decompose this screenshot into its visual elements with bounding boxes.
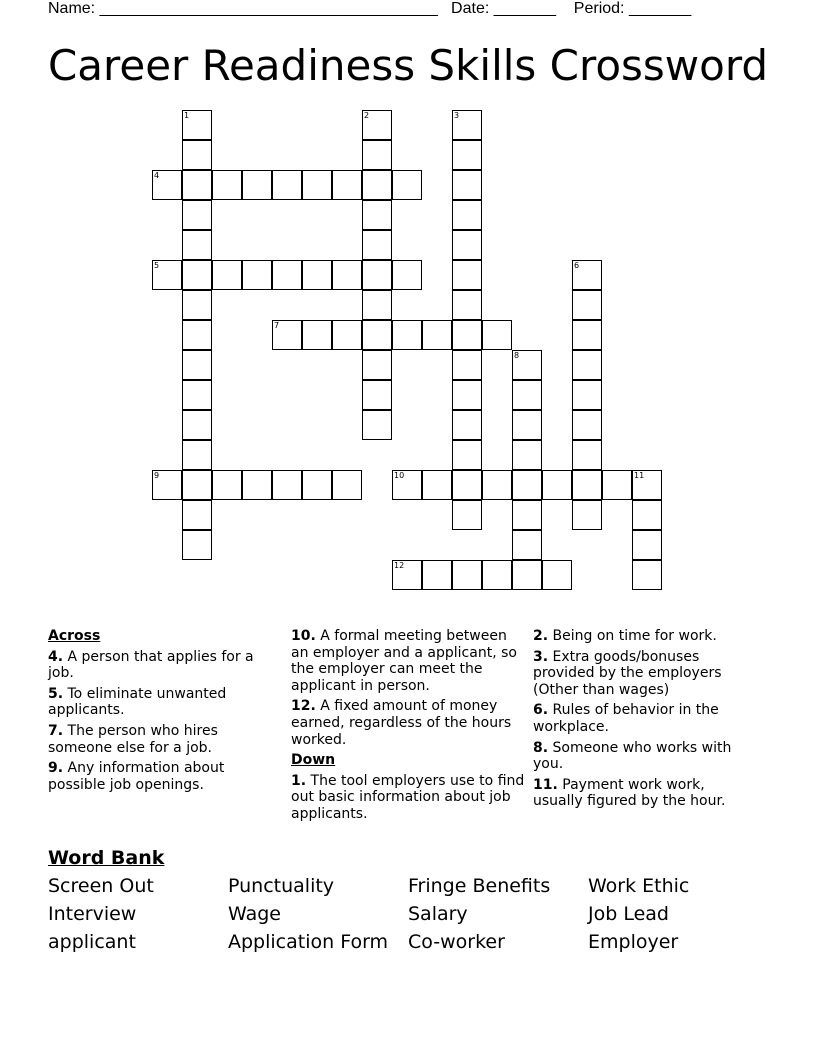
- crossword-cell[interactable]: [362, 110, 392, 140]
- clue-text: The person who hires someone else for a job.: [48, 722, 218, 756]
- word-bank-item: Job Lead: [588, 903, 669, 925]
- crossword-cell[interactable]: [182, 320, 212, 350]
- clue-number: 5.: [48, 685, 64, 702]
- clue-text: Rules of behavior in the workplace.: [533, 702, 719, 735]
- clue-down-2: [533, 628, 753, 645]
- crossword-cell[interactable]: [362, 170, 392, 200]
- crossword-cell[interactable]: [362, 320, 392, 350]
- crossword-cell[interactable]: [182, 290, 212, 320]
- crossword-cell[interactable]: [422, 560, 452, 590]
- crossword-cell[interactable]: [452, 110, 482, 140]
- crossword-cell[interactable]: [362, 200, 392, 230]
- crossword-cell[interactable]: [242, 260, 272, 290]
- crossword-cell[interactable]: [452, 470, 482, 500]
- crossword-cell[interactable]: [272, 320, 302, 350]
- crossword-cell[interactable]: [452, 380, 482, 410]
- clue-text: To eliminate unwanted applicants.: [48, 685, 227, 719]
- crossword-cell[interactable]: [512, 410, 542, 440]
- crossword-cell[interactable]: [452, 290, 482, 320]
- crossword-cell[interactable]: [452, 410, 482, 440]
- clue-number-label: 5: [154, 261, 160, 270]
- clue-text: A person that applies for a job.: [48, 648, 254, 682]
- crossword-cell[interactable]: [512, 560, 542, 590]
- clue-number-label: 11: [634, 471, 645, 480]
- clue-number-label: 10: [394, 471, 405, 480]
- clue-down-3: [533, 649, 753, 699]
- crossword-cell[interactable]: [392, 470, 422, 500]
- clue-number: 11.: [533, 776, 558, 793]
- across-heading: Across: [48, 628, 101, 644]
- crossword-cell[interactable]: [512, 470, 542, 500]
- clue-text: Someone who works with you.: [533, 739, 732, 773]
- crossword-cell[interactable]: [362, 140, 392, 170]
- clue-number: 12.: [291, 698, 316, 715]
- clues-column-2: [291, 628, 526, 827]
- crossword-cell[interactable]: [452, 260, 482, 290]
- crossword-cell[interactable]: [272, 260, 302, 290]
- crossword-cell[interactable]: [512, 530, 542, 560]
- clue-across-12: [291, 698, 526, 748]
- crossword-cell[interactable]: [572, 380, 602, 410]
- clue-across-4: [48, 649, 273, 682]
- crossword-cell[interactable]: [242, 170, 272, 200]
- crossword-cell[interactable]: [632, 560, 662, 590]
- word-bank-item: Employer: [588, 931, 679, 953]
- crossword-cell[interactable]: [182, 260, 212, 290]
- clue-text: Extra goods/bonuses provided by the employers (Other than wages): [533, 648, 722, 698]
- clue-number-label: 1: [184, 111, 190, 120]
- clue-number: 2.: [533, 628, 549, 644]
- crossword-cell[interactable]: [272, 170, 302, 200]
- clue-number-label: 7: [274, 321, 280, 330]
- crossword-cell[interactable]: [512, 500, 542, 530]
- crossword-cell[interactable]: [332, 170, 362, 200]
- down-heading: Down: [291, 752, 336, 769]
- clue-number-label: 6: [574, 261, 580, 270]
- crossword-cell[interactable]: [212, 170, 242, 200]
- crossword-cell[interactable]: [182, 140, 212, 170]
- word-bank-title: Word Bank: [48, 847, 165, 869]
- crossword-cell[interactable]: [362, 290, 392, 320]
- crossword-cell[interactable]: [152, 260, 182, 290]
- crossword-cell[interactable]: [572, 410, 602, 440]
- crossword-cell[interactable]: [152, 470, 182, 500]
- clue-across-5: [48, 686, 273, 719]
- crossword-cell[interactable]: [362, 230, 392, 260]
- clue-text: Being on time for work.: [548, 628, 717, 644]
- crossword-cell[interactable]: [362, 350, 392, 380]
- crossword-cell[interactable]: [182, 470, 212, 500]
- clue-number: 7.: [48, 722, 64, 739]
- crossword-cell[interactable]: [302, 170, 332, 200]
- clue-down-6: [533, 702, 753, 735]
- crossword-cell[interactable]: [182, 230, 212, 260]
- crossword-cell[interactable]: [182, 500, 212, 530]
- crossword-cell[interactable]: [392, 320, 422, 350]
- crossword-cell[interactable]: [452, 170, 482, 200]
- crossword-cell[interactable]: [572, 260, 602, 290]
- crossword-cell[interactable]: [452, 440, 482, 470]
- crossword-cell[interactable]: [392, 170, 422, 200]
- word-bank-item: Work Ethic: [588, 875, 690, 897]
- clue-number: 8.: [533, 739, 549, 756]
- crossword-cell[interactable]: [632, 500, 662, 530]
- clues-column-1: [48, 628, 273, 797]
- crossword-cell[interactable]: [572, 470, 602, 500]
- clue-text: A fixed amount of money earned, regardless of the hours worked.: [291, 698, 512, 748]
- crossword-cell[interactable]: [362, 260, 392, 290]
- crossword-cell[interactable]: [332, 260, 362, 290]
- clue-number: 6.: [533, 702, 549, 719]
- crossword-cell[interactable]: [362, 410, 392, 440]
- crossword-cell[interactable]: [422, 470, 452, 500]
- crossword-cell[interactable]: [182, 410, 212, 440]
- crossword-cell[interactable]: [272, 470, 302, 500]
- clue-number-label: 12: [394, 561, 405, 570]
- clue-number-label: 2: [364, 111, 370, 120]
- crossword-cell[interactable]: [482, 320, 512, 350]
- clue-number-label: 3: [454, 111, 460, 120]
- crossword-cell[interactable]: [482, 560, 512, 590]
- word-bank-item: Salary: [408, 903, 468, 925]
- crossword-cell[interactable]: [572, 440, 602, 470]
- crossword-cell[interactable]: [302, 260, 332, 290]
- clue-text: A formal meeting between an employer and a applicant, so the employer can meet the applicant in person.: [291, 628, 517, 694]
- crossword-cell[interactable]: [512, 440, 542, 470]
- crossword-cell[interactable]: [512, 380, 542, 410]
- word-bank-item: Punctuality: [228, 875, 335, 897]
- crossword-cell[interactable]: [452, 500, 482, 530]
- word-bank-item: applicant: [48, 931, 136, 953]
- clue-down-8: [533, 740, 753, 773]
- crossword-cell[interactable]: [452, 140, 482, 170]
- crossword-cell[interactable]: [182, 350, 212, 380]
- clue-number: 4.: [48, 648, 64, 665]
- crossword-cell[interactable]: [482, 470, 512, 500]
- crossword-cell[interactable]: [182, 440, 212, 470]
- clue-down-1: [291, 773, 526, 823]
- word-bank-item: Application Form: [228, 931, 389, 953]
- clue-text: Payment work work, usually figured by the hour.: [533, 776, 726, 810]
- clue-number: 1.: [291, 772, 307, 789]
- crossword-cell[interactable]: [392, 560, 422, 590]
- crossword-cell[interactable]: [452, 320, 482, 350]
- crossword-cell[interactable]: [302, 470, 332, 500]
- clue-number: 9.: [48, 760, 64, 777]
- clue-across-7: [48, 723, 273, 756]
- crossword-cell[interactable]: [602, 470, 632, 500]
- word-bank-item: Co-worker: [408, 931, 505, 953]
- crossword-cell[interactable]: [452, 350, 482, 380]
- crossword-cell[interactable]: [182, 170, 212, 200]
- clue-across-9: [48, 760, 273, 793]
- crossword-cell[interactable]: [182, 110, 212, 140]
- word-bank-item: Screen Out: [48, 875, 154, 897]
- clue-number-label: 8: [514, 351, 520, 360]
- crossword-cell[interactable]: [512, 350, 542, 380]
- crossword-cell[interactable]: [182, 200, 212, 230]
- crossword-cell[interactable]: [452, 560, 482, 590]
- crossword-cell[interactable]: [572, 500, 602, 530]
- crossword-cell[interactable]: [182, 380, 212, 410]
- crossword-cell[interactable]: [542, 470, 572, 500]
- clue-number: 3.: [533, 648, 549, 665]
- student-info-line[interactable]: Name: ______________________________________ Date: _______ Period: _______: [48, 0, 692, 17]
- crossword-cell[interactable]: [542, 560, 572, 590]
- crossword-cell[interactable]: [362, 380, 392, 410]
- crossword-cell[interactable]: [242, 470, 272, 500]
- crossword-cell[interactable]: [572, 320, 602, 350]
- clue-down-11: [533, 777, 753, 810]
- crossword-cell[interactable]: [212, 260, 242, 290]
- crossword-cell[interactable]: [182, 530, 212, 560]
- crossword-cell[interactable]: [632, 470, 662, 500]
- crossword-cell[interactable]: [332, 470, 362, 500]
- crossword-cell[interactable]: [332, 320, 362, 350]
- word-bank-item: Wage: [228, 903, 281, 925]
- crossword-cell[interactable]: [212, 470, 242, 500]
- crossword-cell[interactable]: [422, 320, 452, 350]
- clues-column-3: [533, 628, 753, 814]
- crossword-cell[interactable]: [302, 320, 332, 350]
- clue-across-10: [291, 628, 526, 694]
- crossword-cell[interactable]: [452, 200, 482, 230]
- word-bank-list: [48, 874, 768, 954]
- clue-number-label: 9: [154, 471, 160, 480]
- clue-text: The tool employers use to find out basic information about job applicants.: [291, 772, 525, 822]
- crossword-cell[interactable]: [392, 260, 422, 290]
- crossword-cell[interactable]: [632, 530, 662, 560]
- clue-text: Any information about possible job openings.: [48, 760, 225, 793]
- crossword-cell[interactable]: [572, 290, 602, 320]
- crossword-cell[interactable]: [572, 350, 602, 380]
- word-bank-item: Fringe Benefits: [408, 875, 551, 897]
- crossword-cell[interactable]: [152, 170, 182, 200]
- page-title: Career Readiness Skills Crossword: [47, 41, 769, 90]
- crossword-cell[interactable]: [452, 230, 482, 260]
- clue-number-label: 4: [154, 171, 160, 180]
- clue-number: 10.: [291, 628, 316, 644]
- word-bank-item: Interview: [48, 903, 137, 925]
